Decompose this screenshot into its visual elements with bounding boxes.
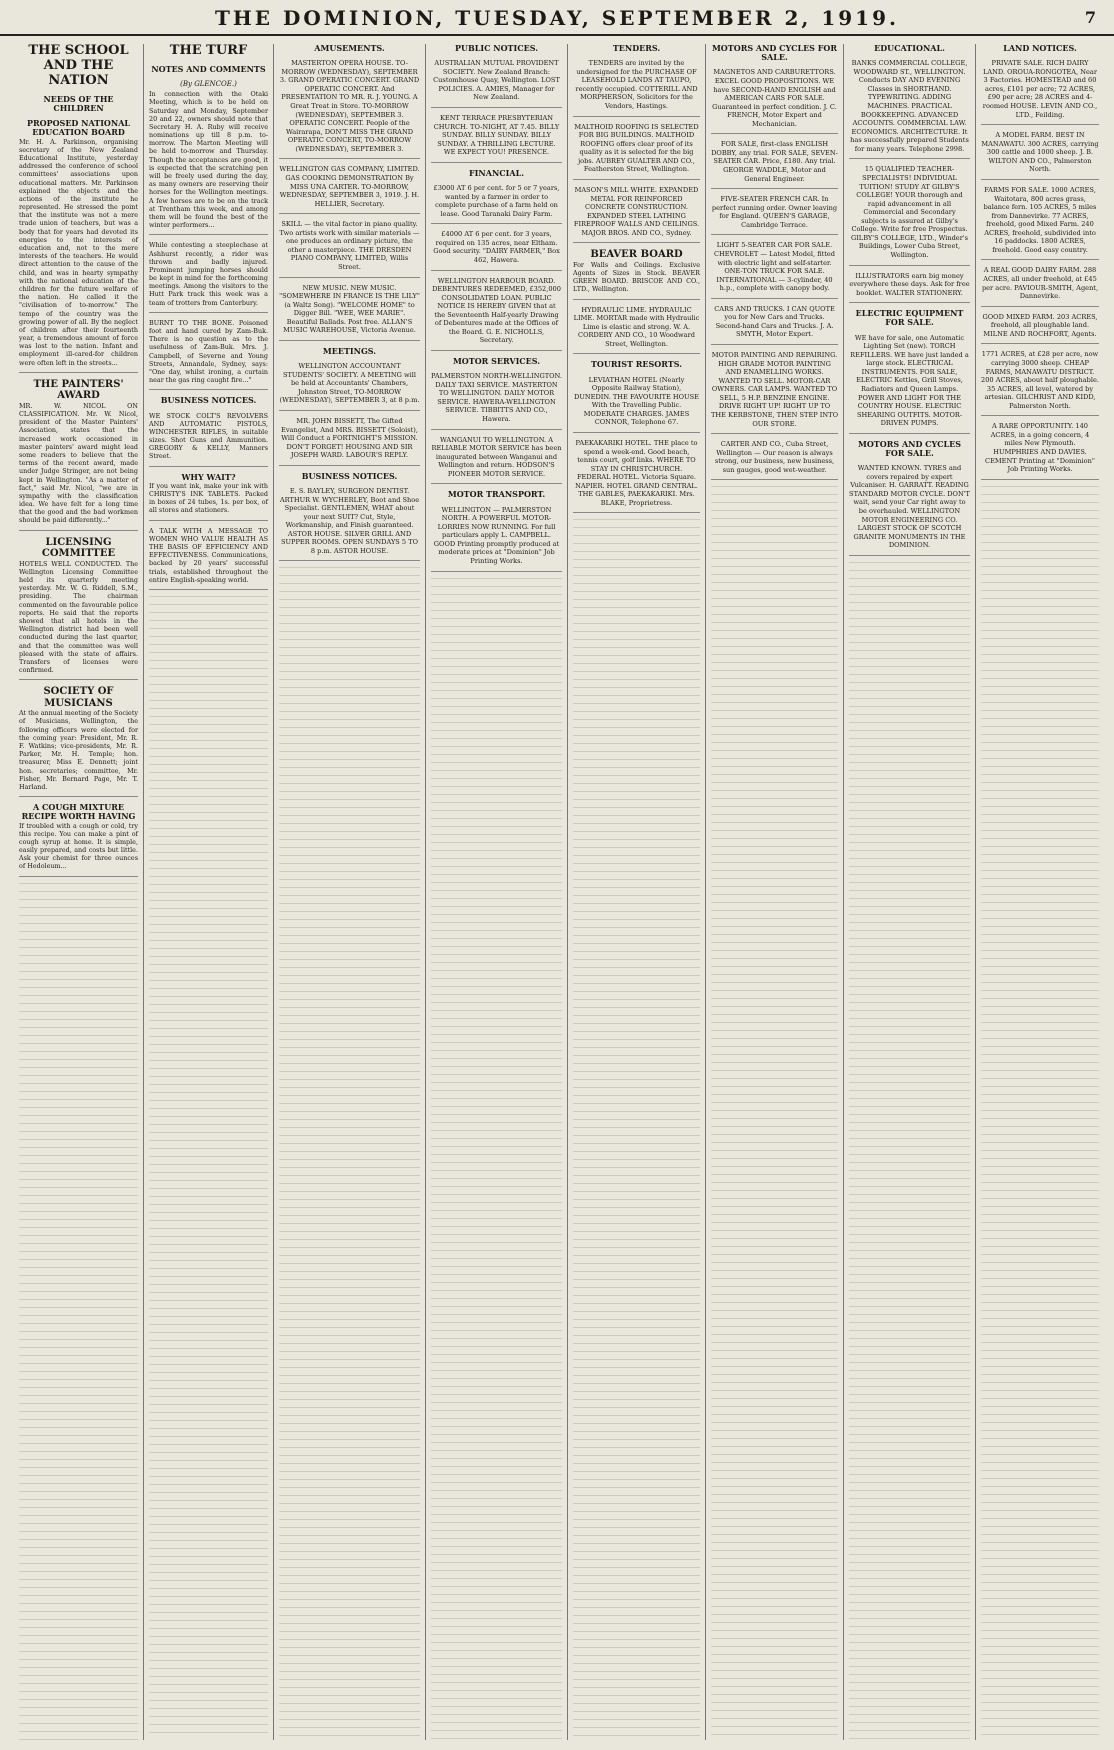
column-7 bbox=[844, 44, 976, 1740]
advertisement-text: MR. JOHN BISSETT, The Gifted Evangelist, And MRS. BISSETT (Soloist), Will Conduct a FORTNIGHT'S MISSION. DON'T FORGET! HOUSING AND SIR JOSEPH WARD. LABOUR'S REPLY. bbox=[281, 416, 418, 460]
masthead bbox=[0, 0, 1114, 36]
article-text: HOTELS WELL CONDUCTED. The Wellington Licensing Committee held its quarterly meeting yesterday. Mr. W. G. Riddell, S.M., presiding. The chairman commented on the favourable police reports. He said that the reports showed that all hotels in the Wellington district had been well conducted during the last quarter, and that the committee was well pleased with the state of affairs. Transfers of licenses were confirmed. bbox=[19, 559, 138, 675]
column-6 bbox=[706, 44, 844, 1740]
column-fill-text bbox=[279, 567, 420, 1740]
advertisement-text: WELLINGTON GAS COMPANY, LIMITED. GAS COOKING DEMONSTRATION By MISS UNA CARTER. TO-MORROW, WEDNESDAY, SEPTEMBER 3, 1919. J. H. HELLIER, Secretary. bbox=[279, 165, 420, 208]
column-fill-text bbox=[981, 486, 1099, 1740]
advertisement-text: FIVE-SEATER FRENCH CAR. In perfect running order. Owner leaving for England. QUEEN'S GARAGE, Cambridge Terrace. bbox=[711, 195, 838, 229]
advertisement bbox=[711, 241, 838, 298]
article-block bbox=[573, 360, 700, 369]
article-text: If you want ink, make your ink with CHRISTY'S INK TABLETS. Packed in boxes of 24 tubes, 1s. per box, of all stores and stationers. bbox=[149, 481, 268, 515]
advertisement bbox=[431, 230, 562, 270]
article-block bbox=[149, 396, 268, 405]
headline: NOTES AND COMMENTS bbox=[151, 63, 266, 74]
advertisement bbox=[573, 439, 700, 514]
advertisement-text: WANTED KNOWN. TYRES and covers repaired by expert Vulcaniser. H. GARRATT. READING STANDARD MOTOR CYCLE. DON'T wait, send your Car right away to be overhauled. WELLINGTON MOTOR ENGINEERING CO. LARGEST STOCK OF SCOTCH GRANITE MONUMENTS IN THE DOMINION. bbox=[849, 464, 970, 550]
advertisement bbox=[279, 487, 420, 562]
article-text: If troubled with a cough or cold, try this recipe. You can make a pint of cough syrup at home. It is simple, easily prepared, and costs but little. Ask your chemist for three ounces of Hedoleum... bbox=[19, 821, 138, 871]
advertisement-text: LEVIATHAN HOTEL (Nearly Opposite Railway Station), DUNEDIN. THE FAVOURITE HOUSE With the Travelling Public. MODERATE CHARGES. JAMES CONNOR, Telephone 67. bbox=[574, 375, 699, 427]
advertisement-text: FARMS FOR SALE. 1000 ACRES, Waitotara, 800 acres grass, balance fern. 105 ACRES, 5 miles from Dannevirke. 77 ACRES, freehold, good Mixed Farm. 240 ACRES, freehold, subdivided into 16 paddocks. 1800 ACRES, freehold. Good easy country. bbox=[983, 185, 1097, 254]
article-block bbox=[149, 44, 268, 59]
advertisement bbox=[981, 59, 1099, 125]
column-1 bbox=[14, 44, 144, 1740]
headline: TOURIST RESORTS. bbox=[590, 359, 683, 370]
column-fill-text bbox=[19, 883, 138, 1740]
advertisement-text: CARS AND TRUCKS. I CAN QUOTE you for New Cars and Trucks. Second-hand Cars and Trucks. J. A. SMYTH, Motor Expert. bbox=[714, 304, 835, 339]
advertisement bbox=[711, 68, 838, 134]
article-block bbox=[431, 169, 562, 178]
advertisement-text: WANGANUI TO WELLINGTON. A RELIABLE MOTOR SERVICE has been inaugurated between Wanganui and Wellington and return. HODSON'S PIONEER MOTOR SERVICE. bbox=[431, 435, 562, 478]
advertisement-text: A RARE OPPORTUNITY. 140 ACRES, in a going concern, 4 miles New Plymouth. HUMPHRIES AND DAVIES. CEMENT Printing at "Dominion" Job Printing Works. bbox=[985, 422, 1095, 474]
article-block bbox=[573, 44, 700, 53]
article-block bbox=[279, 44, 420, 53]
column-fill-text bbox=[149, 596, 268, 1740]
advertisement bbox=[711, 351, 838, 434]
headline: FINANCIAL. bbox=[469, 167, 524, 178]
advertisement bbox=[849, 59, 970, 159]
advertisement-text: WELLINGTON — PALMERSTON NORTH. A POWERFUL MOTOR-LORRIES NOW RUNNING. For full particulars apply L. CAMPBELL. GOOD Printing promptly produced at moderate prices at "Dominion" Job Printing Works. bbox=[433, 505, 560, 565]
headline: LICENSING COMMITTEE bbox=[41, 536, 116, 560]
advertisement bbox=[711, 140, 838, 189]
advertisement bbox=[981, 350, 1099, 416]
advertisement-text: TENDERS are invited by the undersigned for the PURCHASE OF LEASEHOLD LANDS AT TAUPO, recently occupied. COTTERILL AND MORPHERSON, Solicitors for the Vendors, Hastings. bbox=[575, 59, 698, 110]
headline: MOTORS AND CYCLES FOR SALE. bbox=[711, 44, 838, 63]
advertisement-text: SKILL — the vital factor in piano quality. Two artists work with similar materials — one produces an ordinary picture, the other a masterpiece. THE DRESDEN PIANO COMPANY, LIMITED, Willis Street. bbox=[279, 220, 420, 271]
byline: (By GLENCOE.) bbox=[180, 80, 237, 89]
advertisement bbox=[981, 313, 1099, 345]
advertisement-text: 1771 ACRES, at £28 per acre, now carrying 3000 sheep. CHEAP FARMS, MANAWATU DISTRICT. 200 ACRES, about half ploughable. 35 ACRES, all level, watered by artesian. GILCHRIST AND KIDD, Palmerston North. bbox=[981, 350, 1099, 410]
article-block bbox=[149, 412, 268, 467]
advertisement bbox=[849, 272, 970, 304]
advertisement-text: MASTERTON OPERA HOUSE. TO-MORROW (WEDNESDAY), SEPTEMBER 3. GRAND OPERATIC CONCERT. GRAND OPERATIC CONCERT. And PRESENTATION TO MR. R. J. YOUNG. A Great Treat in Store. TO-MORROW (WEDNESDAY), SEPTEMBER 3. OPERATIC CONCERT. People of the Wairarapa, DON'T MISS THE GRAND OPERATIC CONCERT, TO-MORROW (WEDNESDAY), SEPTEMBER 3. bbox=[279, 59, 420, 153]
article-block bbox=[19, 803, 138, 877]
advertisement bbox=[573, 186, 700, 243]
article-block bbox=[19, 119, 138, 373]
advertisement-text: WELLINGTON HARBOUR BOARD. DEBENTURES REDEEMED, £352,000 CONSOLIDATED LOAN. PUBLIC NOTICE IS HEREBY GIVEN that at the Seventeenth Half-yearly Drawing of Debentures made at the Offices of the Board. G. E. NICHOLLS, Secretary. bbox=[432, 276, 561, 345]
headline: BUSINESS NOTICES. bbox=[160, 395, 257, 406]
advertisement bbox=[981, 186, 1099, 261]
article-block bbox=[149, 319, 268, 391]
advertisement bbox=[849, 464, 970, 556]
headline: THE PAINTERS' AWARD bbox=[33, 378, 124, 402]
article-block bbox=[849, 44, 970, 53]
advertisement-text: A REAL GOOD DAIRY FARM. 288 ACRES, all under freehold, at £45 per acre. PAVIOUR-SMITH, Agent, Dannevirke. bbox=[981, 266, 1099, 301]
advertisement-text: MOTOR PAINTING AND REPAIRING. HIGH GRADE MOTOR PAINTING AND ENAMELLING WORKS. WANTED TO SELL. MOTOR-CAR OWNERS. CAR LAMPS. WANTED TO SELL, 5 H.P. BENZINE ENGINE. DRIVE RIGHT UP! RIGHT UP TO THE KERBSTONE, THEN STEP INTO OUR STORE. bbox=[711, 351, 838, 428]
column-8 bbox=[976, 44, 1104, 1740]
advertisement bbox=[431, 436, 562, 485]
advertisement bbox=[279, 417, 420, 466]
headline: PUBLIC NOTICES. bbox=[455, 44, 538, 53]
advertisement-text: KENT TERRACE PRESBYTERIAN CHURCH. TO-NIGHT, AT 7.45. BILLY SUNDAY. BILLY SUNDAY. BILLY SUNDAY. A THRILLING LECTURE. WE EXPECT YOU! PRESENCE. bbox=[433, 114, 560, 157]
headline: NEEDS OF THE CHILDREN bbox=[43, 93, 114, 113]
article-block bbox=[149, 80, 268, 235]
advertisement bbox=[279, 284, 420, 341]
article-block bbox=[149, 241, 268, 313]
advertisement-text: 15 QUALIFIED TEACHER-SPECIALISTS! INDIVIDUAL TUITION! STUDY AT GILBY'S COLLEGE! YOUR thorough and rapid advancement in all Commercial and Secondary subjects is assured at Gilby's College. Write for free Prospectus. GILBY'S COLLEGE, LTD., Winder's Buildings, Lower Cuba Street, Wellington. bbox=[850, 165, 969, 259]
article-block bbox=[849, 309, 970, 327]
article-block bbox=[981, 44, 1099, 53]
column-fill-text bbox=[431, 578, 562, 1741]
advertisement-text: NEW MUSIC. NEW MUSIC. "SOMEWHERE IN FRANCE IS THE LILY" (a Waltz Song). "WELCOME HOME" to Digger Bill. "WEE, WEE MARIE". Beautiful Ballads. Post free. ALLAN'S MUSIC WAREHOUSE, Victoria Avenue. bbox=[279, 283, 420, 335]
advertisement-text: MAGNETOS AND CARBURETTORS. EXCEL GOOD PROPOSITIONS. WE have SECOND-HAND ENGLISH and AMERICAN CARS FOR SALE. Guaranteed in perfect condition. J. C. FRENCH, Motor Expert and Mechanician. bbox=[712, 68, 837, 128]
advertisement bbox=[279, 220, 420, 277]
column-fill-text bbox=[849, 562, 970, 1740]
advertisement bbox=[981, 422, 1099, 479]
headline: PROPOSED NATIONAL EDUCATION BOARD bbox=[26, 118, 131, 138]
article-block bbox=[149, 527, 268, 590]
article-text: In connection with the Otaki Meeting, which is to be held on Saturday and Monday, September 20 and 22, owners should note that Secretary H. A. Ruby will receive nominations up till 8 p.m. to-morrow. The Marton Meeting will be held to-morrow and Thursday. Though the acceptances are good, it is expected that the scratching pen will be freely used during the day, as many owners are reserving their horses for the Wellington meetings. A few horses are to be on the track at Trentham this week, and among them will be found the best of the winter performers... bbox=[149, 90, 268, 230]
column-2 bbox=[144, 44, 274, 1740]
article-block bbox=[279, 472, 420, 481]
article-block bbox=[149, 473, 268, 521]
advertisement bbox=[573, 306, 700, 355]
article-block bbox=[19, 44, 138, 89]
advertisement bbox=[711, 195, 838, 235]
advertisement bbox=[279, 362, 420, 411]
article-text: While contesting a steeplechase at Ashhurst recently, a rider was thrown and badly injured. Prominent jumping horses should be kept in mind for the forthcoming meetings. Among the visitors to the Hutt Park track this week was a team of trotters from Canterbury. bbox=[149, 241, 268, 307]
advertisement-text: £4000 AT 6 per cent. for 3 years, required on 135 acres, near Eltham. Good security. "DAIRY FARMER," Box 462, Hawera. bbox=[433, 230, 560, 264]
article-text: BURNT TO THE BONE. Poisoned foot and hand cured by Zam-Buk. There is no question as to the usefulness of Zam-Buk. Mrs. J. Campbell, of Severne and Young Streets, Annandale, Sydney, says: "One day, whilst ironing, a curtain near the gas ring caught fire..." bbox=[149, 318, 268, 385]
article-text: Mr. H. A. Parkinson, organising secretary of the New Zealand Educational Institute, yesterday addressed the conference of school committees' associations upon educational matters. Mr. Parkinson explained the objects and the actions of the institute he represented. He stressed the point that the institute was not a mere trade union of teachers, but was a body that for years had devoted its energies to the interests of education and, not to the mere interests of the teachers. He would direct attention to the cause of the child, and was in hearty sympathy with the national education of the children for the future welfare of the nation. He called it the "civilisation of to-morrow." The tempo of the country was the growing power of all. By the neglect of children after their fourteenth year, a tremendous amount of force was lost to the nation. Infant and employment ill-cared-for children were often left in the streets... bbox=[19, 137, 138, 367]
article-block bbox=[19, 379, 138, 531]
article-text: MR. W. NICOL ON CLASSIFICATION. Mr. W. Nicol, president of the Master Painters' Association, states that the increased work occasioned in master painters' award might lead some readers to believe that the terms of the recent award, made under Judge Stringer, are not being kept in Wellington. "As a matter of fact," said Mr. Nicol, "we are in sympathy with the classification idea. We have felt for a long time that the good and the bad workmen should be paid differently..." bbox=[19, 401, 138, 525]
headline: A COUGH MIXTURE RECIPE WORTH HAVING bbox=[21, 802, 136, 822]
advertisement bbox=[981, 266, 1099, 306]
advertisement-text: BANKS COMMERCIAL COLLEGE, WOODWARD ST., WELLINGTON. Conducts DAY AND EVENING Classes in SHORTHAND. TYPEWRITING. ADDING MACHINES. PRACTICAL BOOKKEEPING. ADVANCED ACCOUNTS. COMMERCIAL LAW. ECONOMICS. ARCHITECTURE. It has successfully prepared Students for many years. Telephone 2998. bbox=[850, 59, 969, 153]
article-text: At the annual meeting of the Society of Musicians, Wellington, the following officers were elected for the coming year: President, Mr. R. F. Watkins; vice-presidents, Mr. R. Parker, Mr. H. Temple; hon. treasurer, Miss E. Dennett; joint hon. secretaries; committee, Mr. Fisher, Mr. Bernard Page, Mr. T. Harland. bbox=[19, 709, 138, 791]
advertisement bbox=[711, 440, 838, 480]
headline: ELECTRIC EQUIPMENT FOR SALE. bbox=[855, 308, 964, 328]
advertisement bbox=[573, 59, 700, 116]
advertisement bbox=[849, 334, 970, 434]
advertisement-text: LIGHT 5-SEATER CAR FOR SALE. CHEVROLET — Latest Model, fitted with electric light and self-starter. ONE-TON TRUCK FOR SALE. INTERNATIONAL — 3-cylinder, 40 h.p., complete with canopy body. bbox=[713, 241, 836, 293]
article-block bbox=[711, 44, 838, 62]
advertisement-text: FOR SALE, first-class ENGLISH DOBBY, any trial. FOR SALE, SEVEN-SEATER CAR. Price, £180. Any trial. GEORGE WADDLE, Motor and General Engineer. bbox=[711, 140, 838, 183]
page-columns bbox=[14, 44, 1104, 1740]
advertisement bbox=[981, 131, 1099, 180]
advertisement-text: E. S. BAYLEY, SURGEON DENTIST. ARTHUR W. WYCHERLEY, Boot and Shoe Specialist. GENTLEMEN, WHAT about your next SUIT? Cut, Style, Workmanship, and Finish guaranteed. ASTOR HOUSE. SILVER GRILL AND SUPPER ROOMS. OPEN SUNDAYS 5 TO 8 p.m. ASTOR HOUSE. bbox=[279, 486, 420, 555]
advertisement bbox=[431, 114, 562, 163]
headline: MOTORS AND CYCLES FOR SALE. bbox=[857, 438, 961, 458]
article-block bbox=[573, 249, 700, 299]
headline: MOTOR TRANSPORT. bbox=[447, 489, 546, 500]
headline: LAND NOTICES. bbox=[1003, 44, 1077, 53]
headline: SOCIETY OF MUSICIANS bbox=[43, 686, 114, 709]
article-block bbox=[431, 44, 562, 53]
advertisement-text: £3000 AT 6 per cent. for 5 or 7 years, wanted by a farmer in order to complete purchase of a farm held on lease. Good Taranaki Dairy Farm. bbox=[433, 184, 560, 218]
advertisement-text: AUSTRALIAN MUTUAL PROVIDENT SOCIETY. New Zealand Branch: Customhouse Quay, Wellington. LOST POLICIES. A. AMIES, Manager for New Zealand. bbox=[433, 59, 560, 102]
headline: BUSINESS NOTICES. bbox=[301, 470, 398, 481]
advertisement-text: WELLINGTON ACCOUNTANT STUDENTS' SOCIETY. A MEETING will be held at Accountants' Chambers, Johnston Street, TO-MORROW (WEDNESDAY), SEPTEMBER 3, at 8 p.m. bbox=[279, 362, 420, 405]
advertisement bbox=[711, 305, 838, 345]
column-5 bbox=[568, 44, 706, 1740]
article-block bbox=[849, 440, 970, 458]
article-block bbox=[149, 65, 268, 74]
advertisement-text: A MODEL FARM. BEST IN MANAWATU. 300 ACRES, carrying 300 cattle and 1000 sheep. J. B. WILTON AND CO., Palmerston North. bbox=[981, 131, 1099, 174]
article-block bbox=[19, 686, 138, 797]
headline: BEAVER BOARD bbox=[590, 249, 683, 261]
advertisement-text: PRIVATE SALE. RICH DAIRY LAND. OROUA-RONGOTEA, Near 3 Factories. HOMESTEAD and 60 acres, £101 per acre; 72 ACRES, £90 per acre; 28 ACRES and 4-roomed HOUSE. LEVIN AND CO., LTD., Feilding. bbox=[982, 59, 1098, 119]
article-text: A TALK WITH A MESSAGE TO WOMEN WHO VALUE HEALTH AS THE BASIS OF EFFICIENCY AND EFFECTIVENESS. Communications, backed by 20 years' successful trials, established throughout the entire English-speaking world. bbox=[149, 526, 268, 584]
advertisement bbox=[431, 506, 562, 572]
article-text: For Walls and Ceilings. Exclusive Agents of Sizes in Stock. BEAVER GREEN BOARD. BRISCOE AND CO., LTD., Wellington. bbox=[573, 260, 700, 294]
headline: AMUSEMENTS. bbox=[314, 44, 385, 53]
page-number: 7 bbox=[1084, 8, 1096, 27]
headline: EDUCATIONAL. bbox=[874, 44, 945, 53]
advertisement-text: PALMERSTON NORTH-WELLINGTON. DAILY TAXI SERVICE. MASTERTON TO WELLINGTON. DAILY MOTOR SERVICE. HAWERA-WELLINGTON SERVICE. TIBBITTS AND CO., Hawera. bbox=[431, 372, 562, 423]
advertisement bbox=[431, 277, 562, 352]
advertisement-text: ILLUSTRATORS earn big money everywhere these days. Ask for free booklet. WALTER STATIONERY. bbox=[849, 271, 970, 297]
article-block bbox=[431, 357, 562, 366]
article-text: WE STOCK COLT'S REVOLVERS AND AUTOMATIC PISTOLS, WINCHESTER RIFLES, in suitable sizes. Shot Guns and Ammunition. GREGORY & KELLY, Manners Street. bbox=[149, 411, 268, 461]
advertisement-text: WE have for sale, one Automatic Lighting Set (new). TORCH REFILLERS. WE have just landed a large stock. ELECTRICAL INSTRUMENTS. FOR SALE, ELECTRIC Kettles, Grill Stoves, Radiators and Queen Lamps. POWER AND LIGHT FOR THE COUNTRY HOUSE. ELECTRIC SHEARING OUTFITS. MOTOR-DRIVEN PUMPS. bbox=[850, 333, 969, 428]
column-fill-text bbox=[711, 486, 838, 1740]
advertisement bbox=[431, 184, 562, 224]
headline: THE TURF bbox=[169, 44, 248, 58]
advertisement bbox=[279, 59, 420, 159]
article-block bbox=[19, 537, 138, 681]
newspaper-masthead-title: THE DOMINION, TUESDAY, SEPTEMBER 2, 1919. bbox=[215, 6, 899, 30]
article-block bbox=[19, 95, 138, 113]
advertisement-text: MASON'S MILL WHITE. EXPANDED METAL FOR REINFORCED CONCRETE CONSTRUCTION. EXPANDED STEEL LATHING FIREPROOF WALLS AND CEILINGS. MAJOR BROS. AND CO., Sydney. bbox=[573, 185, 700, 237]
advertisement-text: MALTHOID ROOFING IS SELECTED FOR BIG BUILDINGS. MALTHOID ROOFING offers clear proof of its quality as it is selected for the big jobs. AUBREY GUALTER AND CO., Featherston Street, Wellington. bbox=[574, 122, 699, 174]
headline: MOTOR SERVICES. bbox=[452, 356, 541, 366]
advertisement-text: GOOD MIXED FARM. 203 ACRES, freehold, all ploughable land. MILNE AND ROCHFORT, Agents. bbox=[982, 312, 1098, 338]
headline: MEETINGS. bbox=[322, 345, 377, 356]
article-block bbox=[431, 490, 562, 499]
advertisement bbox=[431, 59, 562, 108]
headline: WHY WAIT? bbox=[181, 471, 236, 482]
advertisement bbox=[849, 165, 970, 265]
advertisement-text: CARTER AND CO., Cuba Street, Wellington — Our reason is always strong, our business, new business, sun gauges, good wet-weather. bbox=[714, 440, 835, 474]
headline: THE SCHOOL AND THE NATION bbox=[28, 44, 129, 88]
advertisement bbox=[573, 123, 700, 180]
column-4 bbox=[426, 44, 568, 1740]
advertisement bbox=[573, 376, 700, 433]
headline: TENDERS. bbox=[612, 44, 661, 53]
column-3 bbox=[274, 44, 426, 1740]
article-block bbox=[279, 347, 420, 356]
advertisement bbox=[431, 372, 562, 429]
advertisement-text: PAEKAKARIKI HOTEL. THE place to spend a week-end. Good beach, tennis court, golf links. WHERE TO STAY IN CHRISTCHURCH. FEDERAL HOTEL. Victoria Square. NAPIER. HOTEL GRAND CENTRAL. THE GABLES, PAEKAKARIKI. Mrs. BLAKE, Proprietress. bbox=[575, 438, 698, 507]
advertisement bbox=[279, 165, 420, 214]
advertisement-text: HYDRAULIC LIME. HYDRAULIC LIME. MORTAR made with Hydraulic Lime is elastic and strong. W. A. CORDERY AND CO., 10 Woodward Street, Wellington. bbox=[573, 305, 700, 348]
column-fill-text bbox=[573, 519, 700, 1740]
